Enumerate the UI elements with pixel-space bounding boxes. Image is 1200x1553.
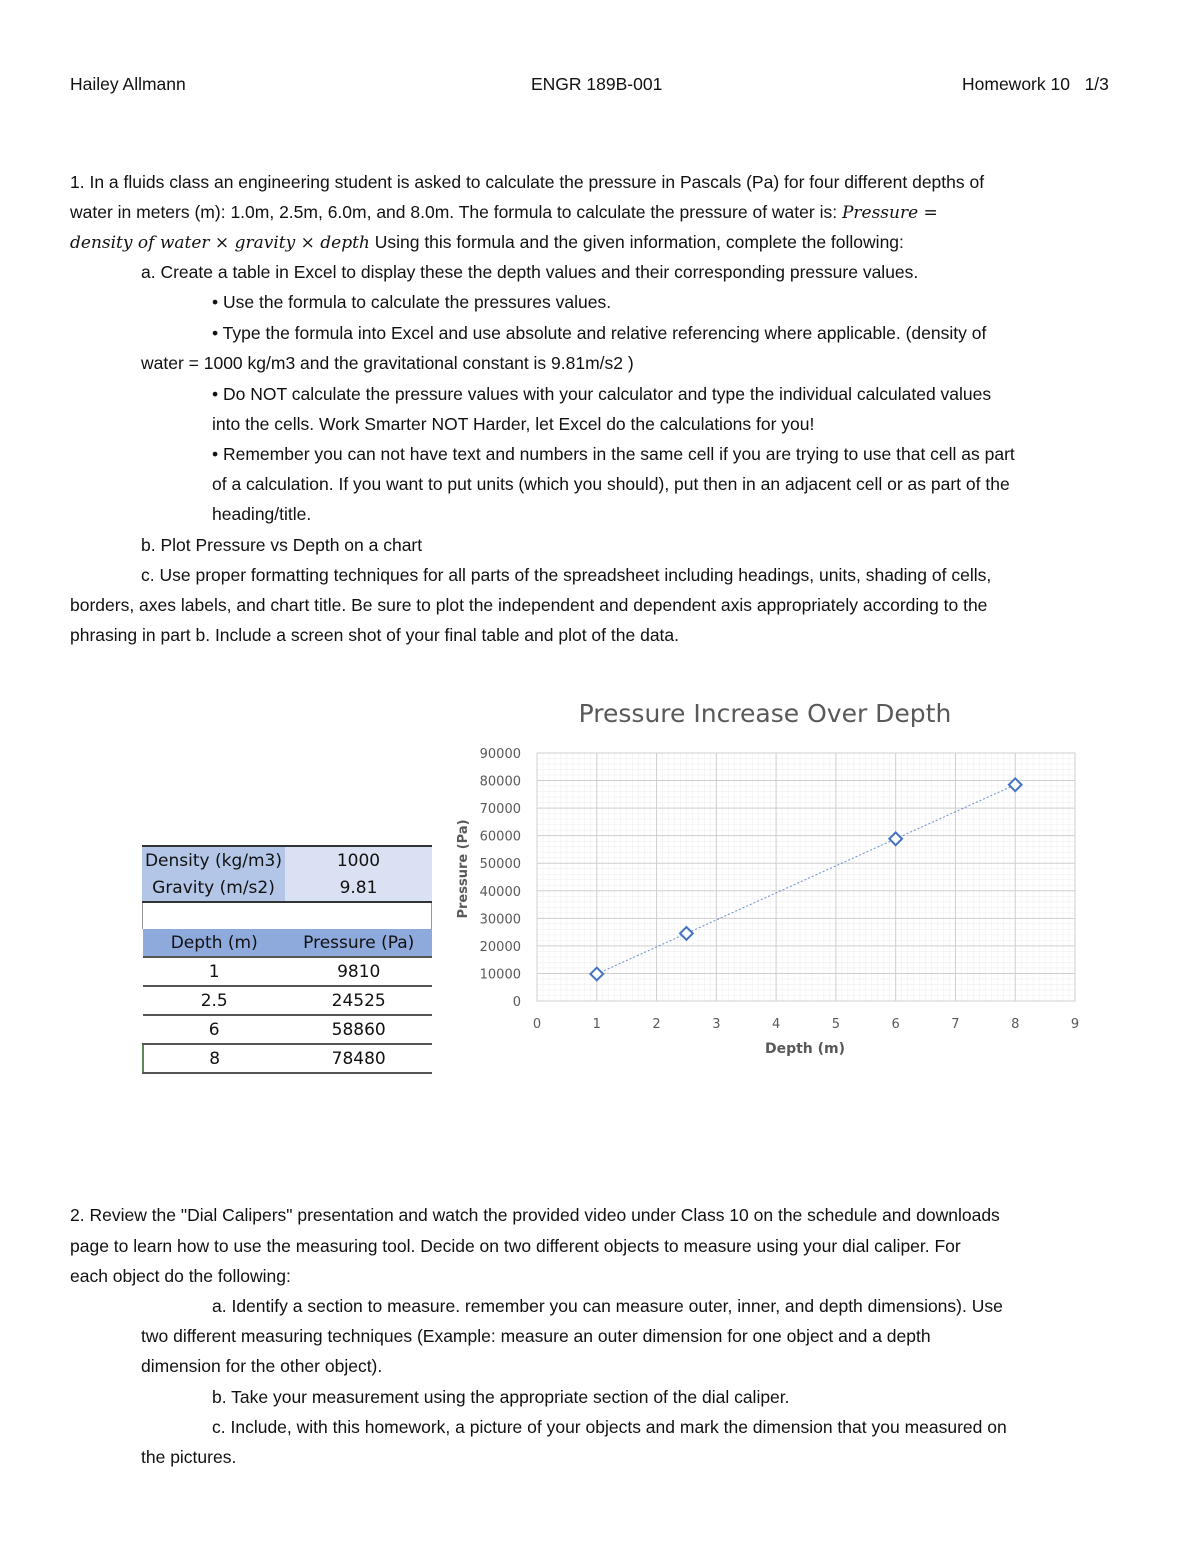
q1-line1: 1. In a fluids class an engineering student is asked to calculate the pressure in Pascals (Pa) for four different depths of <box>70 172 985 192</box>
gravity-value: 9.81 <box>285 874 432 902</box>
y-tick-label: 60000 <box>479 829 521 845</box>
q1-line3 <box>70 231 904 254</box>
y-tick-label: 70000 <box>479 802 521 818</box>
depth-column-header: Depth (m) <box>143 929 285 957</box>
table-row <box>143 1015 432 1044</box>
x-tick-label: 8 <box>1011 1017 1020 1032</box>
gravity-label: Gravity (m/s2) <box>142 874 285 902</box>
x-tick-label: 7 <box>951 1017 960 1032</box>
empty-cell <box>142 903 432 929</box>
q1-line3-text: Using this formula and the given information, complete the following: <box>369 232 904 252</box>
q2-line1: 2. Review the "Dial Calipers" presentation and watch the provided video under Class 10 on the schedule and downloads <box>70 1205 1000 1225</box>
x-axis-label: Depth (m) <box>764 1041 846 1057</box>
page-number: 1/3 <box>1084 74 1109 94</box>
y-tick-label: 20000 <box>479 939 521 955</box>
q2-part-a-cont2: dimension for the other object). <box>141 1356 383 1376</box>
pressure-cell: 58860 <box>285 1015 432 1044</box>
homework-title <box>962 74 1109 95</box>
pressure-table <box>142 929 432 1074</box>
x-tick-label: 6 <box>891 1017 900 1032</box>
pressure-cell: 24525 <box>285 986 432 1015</box>
depth-cell: 2.5 <box>143 986 285 1015</box>
q1-line2-text: water in meters (m): 1.0m, 2.5m, 6.0m, and 8.0m. The formula to calculate the pressure of water is: <box>70 202 842 222</box>
x-tick-label: 0 <box>532 1017 542 1032</box>
y-tick-label: 90000 <box>479 747 521 762</box>
q1-bullet-1: • Use the formula to calculate the pressures values. <box>212 292 612 312</box>
y-tick-label: 50000 <box>479 857 521 873</box>
formula-terms: density of water × gravity × depth <box>70 233 370 253</box>
table-row <box>143 986 432 1015</box>
y-tick-label: 80000 <box>479 774 521 790</box>
y-axis-label: Pressure (Pa) <box>456 819 471 919</box>
table-row <box>143 1044 432 1073</box>
pressure-cell: 9810 <box>285 957 432 986</box>
y-tick-label: 30000 <box>479 912 521 928</box>
q1-part-b: b. Plot Pressure vs Depth on a chart <box>141 535 423 555</box>
y-tick-label: 40000 <box>479 884 521 900</box>
density-label: Density (kg/m3) <box>142 846 285 874</box>
depth-cell: 8 <box>143 1044 285 1073</box>
q1-bullet-4-cont2: heading/title. <box>212 504 312 524</box>
formula-pressure: Pressure = <box>841 203 938 223</box>
q1-bullet-4: • Remember you can not have text and numbers in the same cell if you are trying to use that cell as part <box>212 444 1015 464</box>
q1-part-c: c. Use proper formatting techniques for all parts of the spreadsheet including headings, units, shading of cells, <box>141 565 992 585</box>
x-tick-label: 2 <box>652 1017 661 1032</box>
x-axis-ticks <box>533 1017 1079 1032</box>
pressure-cell: 78480 <box>285 1044 432 1073</box>
q1-bullet-3: • Do NOT calculate the pressure values with your calculator and type the individual calculated values <box>212 384 992 404</box>
q2-part-c: c. Include, with this homework, a picture of your objects and mark the dimension that you measured on <box>212 1417 1007 1437</box>
table-row <box>143 957 432 986</box>
q1-bullet-2: • Type the formula into Excel and use absolute and relative referencing where applicable. (density of <box>212 323 987 343</box>
pressure-column-header: Pressure (Pa) <box>285 929 432 957</box>
x-tick-label: 1 <box>592 1017 601 1032</box>
q2-part-b: b. Take your measurement using the appropriate section of the dial caliper. <box>212 1387 790 1407</box>
x-tick-label: 9 <box>1070 1017 1080 1032</box>
density-row <box>142 846 432 874</box>
q2-line2: page to learn how to use the measuring tool. Decide on two different objects to measure using your dial caliper. For <box>70 1236 961 1256</box>
depth-cell: 1 <box>143 957 285 986</box>
chart-gridlines <box>537 753 1075 1001</box>
q1-line2 <box>70 201 938 224</box>
q1-part-a: a. Create a table in Excel to display these the depth values and their corresponding pressure values. <box>141 262 919 282</box>
course-code: ENGR 189B-001 <box>531 74 663 94</box>
depth-cell: 6 <box>143 1015 285 1044</box>
x-tick-label: 4 <box>771 1017 781 1032</box>
x-tick-label: 3 <box>712 1017 721 1032</box>
y-axis-ticks <box>480 747 521 1010</box>
author-name: Hailey Allmann <box>70 74 186 94</box>
gravity-row <box>142 874 432 902</box>
q2-line3: each object do the following: <box>70 1266 291 1286</box>
q1-part-c-cont2: phrasing in part b. Include a screen shot of your final table and plot of the data. <box>70 625 680 645</box>
q1-part-c-cont: borders, axes labels, and chart title. Be sure to plot the independent and dependent axis appropriately according to the <box>70 595 988 615</box>
q2-part-c-cont: the pictures. <box>141 1447 237 1467</box>
constants-table <box>142 845 432 903</box>
pressure-depth-chart <box>440 690 1100 1070</box>
pressure-table-header <box>143 929 432 957</box>
q1-bullet-3-cont: into the cells. Work Smarter NOT Harder, let Excel do the calculations for you! <box>212 414 815 434</box>
density-value: 1000 <box>285 846 432 874</box>
y-tick-label: 0 <box>512 995 521 1010</box>
homework-label: Homework 10 <box>962 74 1070 94</box>
q2-part-a-cont: two different measuring techniques (Example: measure an outer dimension for one object and a depth <box>141 1326 931 1346</box>
q1-bullet-4-cont: of a calculation. If you want to put units (which you should), put then in an adjacent cell or as part of the <box>212 474 1010 494</box>
q1-bullet-2-cont: water = 1000 kg/m3 and the gravitational constant is 9.81m/s2 ) <box>141 353 634 373</box>
x-tick-label: 5 <box>831 1017 841 1032</box>
y-tick-label: 10000 <box>479 967 521 983</box>
q2-part-a: a. Identify a section to measure. remember you can measure outer, inner, and depth dimensions). Use <box>212 1296 1003 1316</box>
chart-title: Pressure Increase Over Depth <box>578 699 952 728</box>
